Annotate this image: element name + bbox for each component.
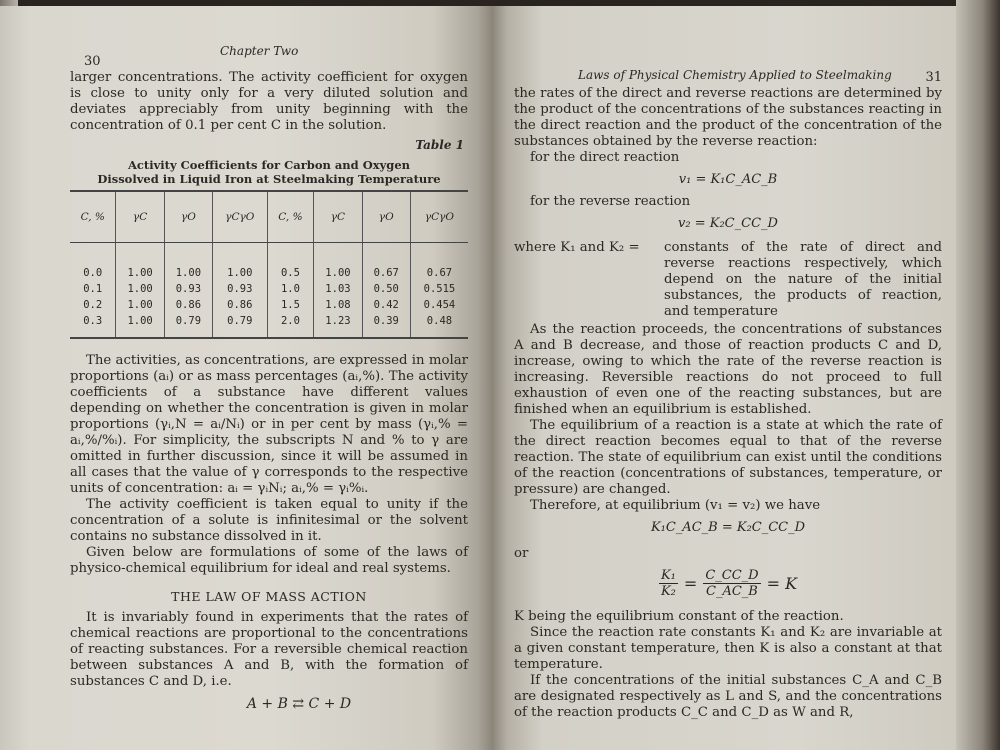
table-cell: 0.515 — [410, 281, 468, 297]
activity-coefficient-table — [70, 190, 468, 339]
table-header-cell: C, % — [267, 191, 314, 243]
table-header-cell: γC — [116, 191, 164, 243]
reverse-rate-equation: v₂ = K₂C_CC_D — [678, 216, 778, 231]
table-cell: 1.00 — [213, 243, 268, 282]
fraction-c-numerator: C_CC_D — [705, 568, 759, 583]
mass-action-paragraph: It is invariably found in experiments that the rates of chemical reactions are proportional to the concentrations of reacting substances. For a reversible chemical reaction between substances A and B, with the formation of substances C and D, i.e. — [70, 610, 468, 689]
equilibrium-paragraph: The equilibrium of a reaction is a state at which the rate of the direct reaction becomes equal to that of the reverse reaction. The state of equilibrium can exist until the conditions of the reaction (concentrations of substances, temperature, or pressure) are changed. — [514, 418, 942, 497]
where-clause — [514, 240, 942, 320]
table-cell: 0.0 — [70, 243, 116, 282]
table-cell: 1.5 — [267, 297, 314, 313]
table-caption — [70, 158, 468, 186]
table-cell: 1.00 — [116, 243, 164, 282]
section-heading: THE LAW OF MASS ACTION — [171, 589, 367, 604]
table-cell: 0.42 — [362, 297, 410, 313]
reaction-equation: A + B ⇄ C + D — [246, 696, 352, 712]
table-cell: 1.00 — [116, 313, 164, 338]
direct-rate-equation: v₁ = K₁C_AC_B — [678, 172, 778, 187]
table-cell: 0.2 — [70, 297, 116, 313]
table-caption-line-2: Dissolved in Liquid Iron at Steelmaking Temperature — [97, 172, 441, 186]
table-header-cell: C, % — [70, 191, 116, 243]
table-cell: 0.3 — [70, 313, 116, 338]
or-label: or — [514, 546, 529, 561]
table-header-cell: γC — [314, 191, 362, 243]
reverse-reaction-label: for the reverse reaction — [530, 194, 691, 209]
left-running-head — [70, 44, 468, 70]
concentration-fraction — [703, 568, 760, 599]
fraction-k-denominator: K₂ — [660, 584, 676, 599]
table-cell: 0.86 — [164, 297, 212, 313]
where-rhs: constants of the rate of direct and reverse reactions respectively, which depend on the nature of the initial substances, the products of reaction, and temperature — [664, 240, 942, 319]
therefore-paragraph: Therefore, at equilibrium (v₁ = v₂) we have — [530, 498, 821, 513]
table-header-cell: γO — [362, 191, 410, 243]
left-page — [0, 6, 492, 750]
table-cell: 1.00 — [164, 243, 212, 282]
table-header-row — [70, 191, 468, 243]
fraction-result: = K — [766, 574, 798, 593]
table-cell: 0.5 — [267, 243, 314, 282]
table-header-cell: γCγO — [213, 191, 268, 243]
right-page — [492, 6, 1000, 750]
table-cell: 0.86 — [213, 297, 268, 313]
where-lhs: where K₁ and K₂ = — [514, 240, 640, 255]
table-cell: 0.67 — [362, 243, 410, 282]
left-page-number: 30 — [84, 54, 101, 69]
fraction-k-numerator: K₁ — [660, 568, 676, 583]
table-cell: 1.23 — [314, 313, 362, 338]
fraction-c-denominator: C_AC_B — [706, 584, 758, 599]
chapter-title: Chapter Two — [220, 44, 299, 58]
table-cell: 0.67 — [410, 243, 468, 282]
equilibrium-equation: K₁C_AC_B = K₂C_CC_D — [650, 520, 806, 535]
table-caption-line-1: Activity Coefficients for Carbon and Oxygen — [128, 158, 410, 172]
rates-paragraph: the rates of the direct and reverse reactions are determined by the product of the concentrations of the substances reacting in the direct reaction and the product of the concentration of the substances obtained by the reverse reaction: — [514, 86, 942, 149]
rate-constant-fraction — [659, 568, 678, 599]
table-cell: 2.0 — [267, 313, 314, 338]
right-page-title: Laws of Physical Chemistry Applied to Steelmaking — [578, 68, 892, 82]
table-cell: 0.39 — [362, 313, 410, 338]
since-paragraph: Since the reaction rate constants K₁ and K₂ are invariable at a given constant temperature, then K is also a constant at that temperature. — [514, 625, 942, 672]
table-cell: 1.08 — [314, 297, 362, 313]
proceeds-paragraph: As the reaction proceeds, the concentrations of substances A and B decrease, and those of reaction products C and D, increase, owing to which the rate of the reverse reaction is increasing. Reversible reactions do not proceed to full exhaustion of even one of the reacting substances, but are finished when an equilibrium is established. — [514, 322, 942, 417]
table-cell: 0.48 — [410, 313, 468, 338]
table-row — [70, 313, 468, 338]
table-cell: 1.03 — [314, 281, 362, 297]
table-cell: 0.50 — [362, 281, 410, 297]
if-paragraph: If the concentrations of the initial substances C_A and C_B are designated respectively as L and S, and the concentrations of the reaction products C_C and C_D as W and R, — [514, 673, 942, 720]
table-cell: 1.00 — [116, 297, 164, 313]
table-cell: 0.454 — [410, 297, 468, 313]
table-cell: 1.00 — [116, 281, 164, 297]
table-cell: 0.93 — [164, 281, 212, 297]
right-page-edge — [956, 0, 1000, 750]
table-header-cell: γCγO — [410, 191, 468, 243]
table-header-cell: γO — [164, 191, 212, 243]
unity-paragraph: The activity coefficient is taken equal to unity if the concentration of a solute is infinitesimal or the solvent contains no substance dissolved in it. — [70, 497, 468, 544]
intro-paragraph: larger concentrations. The activity coefficient for oxygen is close to unity only for a very diluted solution and deviates appreciably from unity beginning with the concentration of 0.1 per cent C in the solution. — [70, 70, 468, 133]
table-label: Table 1 — [415, 138, 464, 152]
table-cell: 0.1 — [70, 281, 116, 297]
table-cell: 0.79 — [213, 313, 268, 338]
table-row — [70, 297, 468, 313]
given-below-paragraph: Given below are formulations of some of the laws of physico-chemical equilibrium for ideal and real systems. — [70, 545, 468, 576]
right-running-head — [514, 50, 942, 85]
right-page-number: 31 — [925, 70, 942, 85]
table-cell: 1.0 — [267, 281, 314, 297]
activities-paragraph: The activities, as concentrations, are expressed in molar proportions (aᵢ) or as mass percentages (aᵢ,%). The activity coefficients of a substance have different values depending on whether the concentration is given in molar proportions (γᵢ,N = aᵢ/Nᵢ) or in per cent by mass (γᵢ,% = aᵢ,%/%ᵢ). For simplicity, the subscripts N and % to γ are omitted in further discussion, since it will be assumed in all cases that the value of γ corresponds to the respective units of concentration: aᵢ = γᵢNᵢ; aᵢ,% = γᵢ%ᵢ. — [70, 353, 468, 496]
direct-reaction-label: for the direct reaction — [530, 150, 680, 165]
table-row — [70, 281, 468, 297]
table-row — [70, 243, 468, 282]
table-cell: 1.00 — [314, 243, 362, 282]
equilibrium-constant-formula: $\frac{\text{K₁}}{\text{K₂}}$ = $\frac{C\_CC\_D}{C\_AC\_B}$ = K — [660, 568, 798, 599]
table-cell: 0.79 — [164, 313, 212, 338]
table-body — [70, 243, 468, 339]
k-being-paragraph: K being the equilibrium constant of the reaction. — [514, 609, 844, 624]
table-cell: 0.93 — [213, 281, 268, 297]
